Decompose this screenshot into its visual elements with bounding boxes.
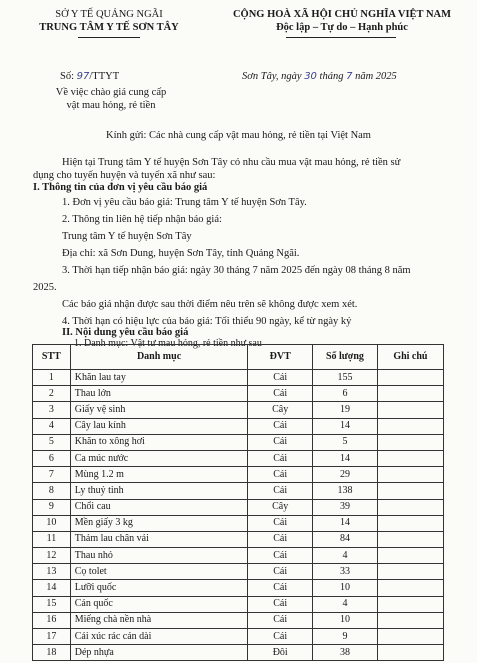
row-quantity: 14 xyxy=(313,450,378,466)
row-stt: 12 xyxy=(33,548,71,564)
row-stt: 2 xyxy=(33,386,71,402)
table-row xyxy=(33,531,444,547)
row-unit: Cái xyxy=(248,418,313,434)
row-item-name: Cán quốc xyxy=(70,596,248,612)
row-note xyxy=(377,629,443,645)
document-date xyxy=(242,70,397,83)
section-1-item-4: 4. Thời hạn có hiệu lực của báo giá: Tối thiểu 90 ngày, kể từ ngày ký xyxy=(62,316,352,327)
row-item-name: Khăn lau tay xyxy=(70,370,248,386)
row-note xyxy=(377,418,443,434)
document-number xyxy=(60,70,119,83)
table-row xyxy=(33,418,444,434)
intro-line-2: dụng cho tuyến huyện và tuyến xã như sau: xyxy=(33,170,216,181)
section-1-item-1: 1. Đơn vị yêu cầu báo giá: Trung tâm Y tế huyện Sơn Tây. xyxy=(62,197,307,208)
row-item-name: Lưỡi quốc xyxy=(70,580,248,596)
row-stt: 5 xyxy=(33,434,71,450)
section-1-item-3-line-2: 2025. xyxy=(33,282,57,293)
row-quantity: 10 xyxy=(313,580,378,596)
row-stt: 8 xyxy=(33,483,71,499)
table-row xyxy=(33,370,444,386)
row-unit: Cái xyxy=(248,564,313,580)
document-subject xyxy=(22,86,200,112)
row-stt: 9 xyxy=(33,499,71,515)
row-stt: 7 xyxy=(33,467,71,483)
row-item-name: Thau nhỏ xyxy=(70,548,248,564)
row-item-name: Thau lớn xyxy=(70,386,248,402)
row-note xyxy=(377,402,443,418)
row-stt: 18 xyxy=(33,645,71,661)
row-note xyxy=(377,548,443,564)
row-unit: Cái xyxy=(248,467,313,483)
row-note xyxy=(377,386,443,402)
row-quantity: 14 xyxy=(313,418,378,434)
table-row xyxy=(33,450,444,466)
row-note xyxy=(377,612,443,628)
table-row xyxy=(33,596,444,612)
row-unit: Cây xyxy=(248,499,313,515)
row-unit: Cái xyxy=(248,370,313,386)
row-unit: Cái xyxy=(248,450,313,466)
table-row xyxy=(33,548,444,564)
handwritten-day: 30 xyxy=(304,71,317,82)
agency-name: SỞ Y TẾ QUẢNG NGÃI xyxy=(55,9,163,20)
row-quantity: 138 xyxy=(313,483,378,499)
col-header-item: Danh mục xyxy=(70,345,248,370)
date-year-label: năm 2025 xyxy=(352,71,397,82)
handwritten-number: 97 xyxy=(76,71,90,82)
subject-line-1: Về việc chào giá cung cấp xyxy=(55,87,167,98)
row-quantity: 33 xyxy=(313,564,378,580)
motto-underline xyxy=(286,37,396,38)
issuer-block xyxy=(14,8,204,34)
number-suffix: /TTYT xyxy=(89,71,120,82)
contact-name: Trung tâm Y tế huyện Sơn Tây xyxy=(62,231,192,242)
row-item-name: Ly thuỷ tinh xyxy=(70,483,248,499)
row-stt: 16 xyxy=(33,612,71,628)
row-unit: Cái xyxy=(248,612,313,628)
late-submission-note: Các báo giá nhận được sau thời điểm nêu trên sẽ không được xem xét. xyxy=(62,299,358,310)
row-stt: 6 xyxy=(33,450,71,466)
date-month-label: tháng xyxy=(316,71,347,82)
number-prefix: Số: xyxy=(60,71,77,82)
date-place: Sơn Tây, ngày xyxy=(242,71,305,82)
row-quantity: 9 xyxy=(313,629,378,645)
row-unit: Cái xyxy=(248,434,313,450)
row-unit: Cái xyxy=(248,483,313,499)
intro-line-1: Hiện tại Trung tâm Y tế huyện Sơn Tây có nhu cầu mua vật mau hỏng, rẻ tiền sử xyxy=(62,157,401,168)
section-1-item-2: 2. Thông tin liên hệ tiếp nhận báo giá: xyxy=(62,214,222,225)
row-stt: 13 xyxy=(33,564,71,580)
section-1-title: I. Thông tin của đơn vị yêu cầu báo giá xyxy=(33,182,208,193)
row-note xyxy=(377,531,443,547)
row-item-name: Dép nhựa xyxy=(70,645,248,661)
section-2-title: II. Nội dung yêu cầu báo giá xyxy=(62,327,189,338)
row-note xyxy=(377,499,443,515)
row-stt: 4 xyxy=(33,418,71,434)
row-unit: Cái xyxy=(248,596,313,612)
table-row xyxy=(33,483,444,499)
row-item-name: Cây lau kính xyxy=(70,418,248,434)
row-unit: Cái xyxy=(248,531,313,547)
row-unit: Cái xyxy=(248,548,313,564)
row-note xyxy=(377,483,443,499)
row-item-name: Cọ tolet xyxy=(70,564,248,580)
row-unit: Cây xyxy=(248,402,313,418)
row-unit: Đôi xyxy=(248,645,313,661)
table-row xyxy=(33,434,444,450)
issuer-underline xyxy=(78,37,140,38)
row-quantity: 10 xyxy=(313,612,378,628)
row-item-name: Giấy vệ sinh xyxy=(70,402,248,418)
row-note xyxy=(377,515,443,531)
row-quantity: 38 xyxy=(313,645,378,661)
subject-line-2: vật mau hỏng, rẻ tiền xyxy=(66,100,156,111)
row-note xyxy=(377,467,443,483)
greeting: Kính gửi: Các nhà cung cấp vật mau hỏng, rẻ tiền tại Việt Nam xyxy=(106,130,371,141)
section-2-item-1: 1. Danh mục: Vật tư mau hỏng, rẻ tiền như sau xyxy=(74,338,262,349)
row-stt: 11 xyxy=(33,531,71,547)
row-stt: 10 xyxy=(33,515,71,531)
row-item-name: Cái xúc rác cán dài xyxy=(70,629,248,645)
row-note xyxy=(377,370,443,386)
items-table-body xyxy=(33,370,444,661)
unit-name: TRUNG TÂM Y TẾ SƠN TÂY xyxy=(39,22,179,33)
col-header-unit: ĐVT xyxy=(248,345,313,370)
table-row xyxy=(33,467,444,483)
row-quantity: 6 xyxy=(313,386,378,402)
table-row xyxy=(33,645,444,661)
row-stt: 3 xyxy=(33,402,71,418)
row-item-name: Chổi cau xyxy=(70,499,248,515)
row-stt: 14 xyxy=(33,580,71,596)
row-unit: Cái xyxy=(248,580,313,596)
row-item-name: Mùng 1.2 m xyxy=(70,467,248,483)
handwritten-month: 7 xyxy=(346,71,353,82)
national-title-block xyxy=(212,8,472,34)
row-unit: Cái xyxy=(248,386,313,402)
row-stt: 15 xyxy=(33,596,71,612)
table-header-row xyxy=(33,345,444,370)
row-note xyxy=(377,645,443,661)
row-item-name: Thảm lau chân vải xyxy=(70,531,248,547)
row-unit: Cái xyxy=(248,515,313,531)
col-header-quantity: Số lượng xyxy=(313,345,378,370)
row-item-name: Khăn to xông hơi xyxy=(70,434,248,450)
row-quantity: 39 xyxy=(313,499,378,515)
row-note xyxy=(377,564,443,580)
row-quantity: 14 xyxy=(313,515,378,531)
table-row xyxy=(33,612,444,628)
section-1-item-3-line-1: 3. Thời hạn tiếp nhận báo giá: ngày 30 tháng 7 năm 2025 đến ngày 08 tháng 8 năm xyxy=(62,265,411,276)
row-item-name: Mền giấy 3 kg xyxy=(70,515,248,531)
row-quantity: 19 xyxy=(313,402,378,418)
row-quantity: 5 xyxy=(313,434,378,450)
motto: Độc lập – Tự do – Hạnh phúc xyxy=(276,22,408,33)
row-note xyxy=(377,580,443,596)
row-stt: 17 xyxy=(33,629,71,645)
contact-address: Địa chỉ: xã Sơn Dung, huyện Sơn Tây, tỉnh Quảng Ngãi. xyxy=(62,248,300,259)
table-row xyxy=(33,402,444,418)
table-row xyxy=(33,386,444,402)
table-row xyxy=(33,499,444,515)
row-unit: Cái xyxy=(248,629,313,645)
row-note xyxy=(377,596,443,612)
row-quantity: 29 xyxy=(313,467,378,483)
row-stt: 1 xyxy=(33,370,71,386)
table-row xyxy=(33,515,444,531)
row-quantity: 155 xyxy=(313,370,378,386)
row-note xyxy=(377,450,443,466)
items-table xyxy=(32,344,444,661)
row-quantity: 4 xyxy=(313,548,378,564)
row-quantity: 84 xyxy=(313,531,378,547)
row-item-name: Miếng chà nền nhà xyxy=(70,612,248,628)
table-row xyxy=(33,580,444,596)
col-header-stt: STT xyxy=(33,345,71,370)
row-item-name: Ca múc nước xyxy=(70,450,248,466)
col-header-note: Ghi chú xyxy=(377,345,443,370)
republic-title: CỘNG HOÀ XÃ HỘI CHỦ NGHĨA VIỆT NAM xyxy=(232,9,452,20)
row-note xyxy=(377,434,443,450)
table-row xyxy=(33,564,444,580)
table-row xyxy=(33,629,444,645)
row-quantity: 4 xyxy=(313,596,378,612)
